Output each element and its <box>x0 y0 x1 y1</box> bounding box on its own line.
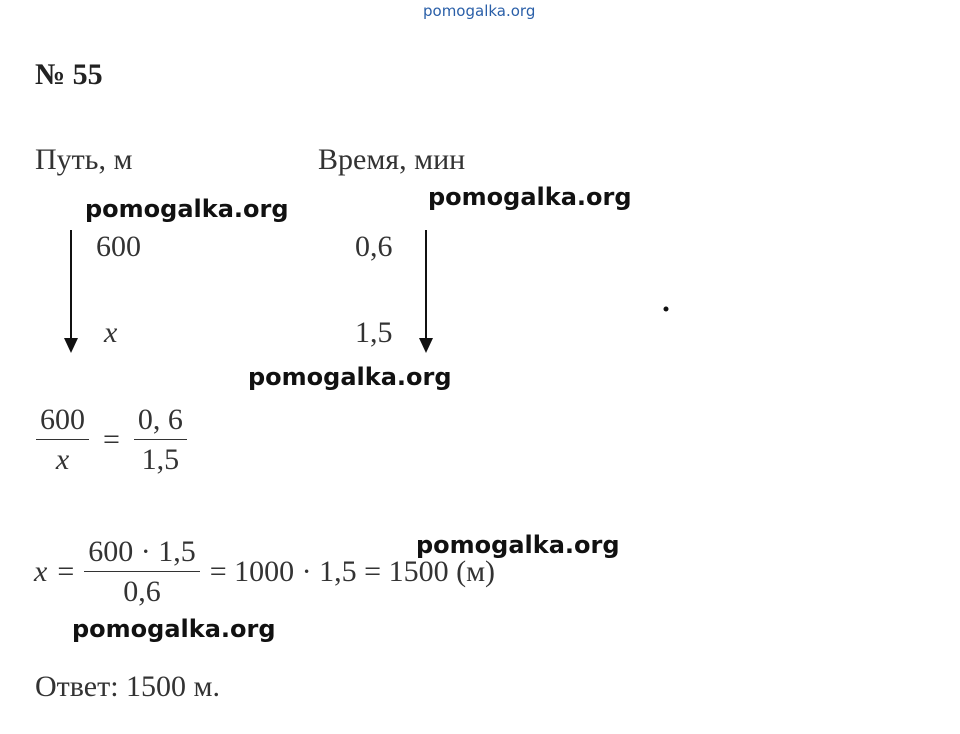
path-value-1: 600 <box>96 230 141 263</box>
proportion-right-fraction <box>134 403 187 476</box>
header-time: Время, мин <box>318 143 466 176</box>
watermark-3: pomogalka.org <box>248 363 452 391</box>
watermark-4: pomogalka.org <box>416 531 620 559</box>
time-value-1: 0,6 <box>355 230 393 263</box>
solution-numerator: 600 · 1,5 <box>84 535 200 572</box>
proportion <box>36 403 187 476</box>
watermark-1: pomogalka.org <box>85 195 289 223</box>
watermark-top: pomogalka.org <box>423 2 536 20</box>
solution-denominator: 0,6 <box>123 575 161 608</box>
arrow-down-right-icon <box>419 230 433 353</box>
proportion-right-denominator: 1,5 <box>141 443 180 476</box>
solution-fraction <box>84 535 200 608</box>
answer: Ответ: 1500 м. <box>35 670 221 703</box>
arrow-down-left-icon <box>64 230 78 353</box>
proportion-left-denominator: x <box>55 443 70 476</box>
time-value-2: 1,5 <box>355 316 393 349</box>
watermark-5: pomogalka.org <box>72 615 276 643</box>
dot-mark <box>664 307 669 312</box>
proportion-right-numerator: 0, 6 <box>134 403 187 440</box>
path-value-2: x <box>104 316 118 349</box>
solution-equals: = <box>57 554 75 588</box>
proportion-left-numerator: 600 <box>36 403 89 440</box>
solution-result: = 1000 · 1,5 = 1500 (м) <box>209 554 496 588</box>
header-path: Путь, м <box>35 143 133 176</box>
proportion-left-fraction <box>36 403 89 476</box>
problem-number: № 55 <box>35 58 103 91</box>
watermark-2: pomogalka.org <box>428 183 632 211</box>
proportion-equals: = <box>103 422 120 456</box>
solution-variable: x <box>34 554 48 588</box>
